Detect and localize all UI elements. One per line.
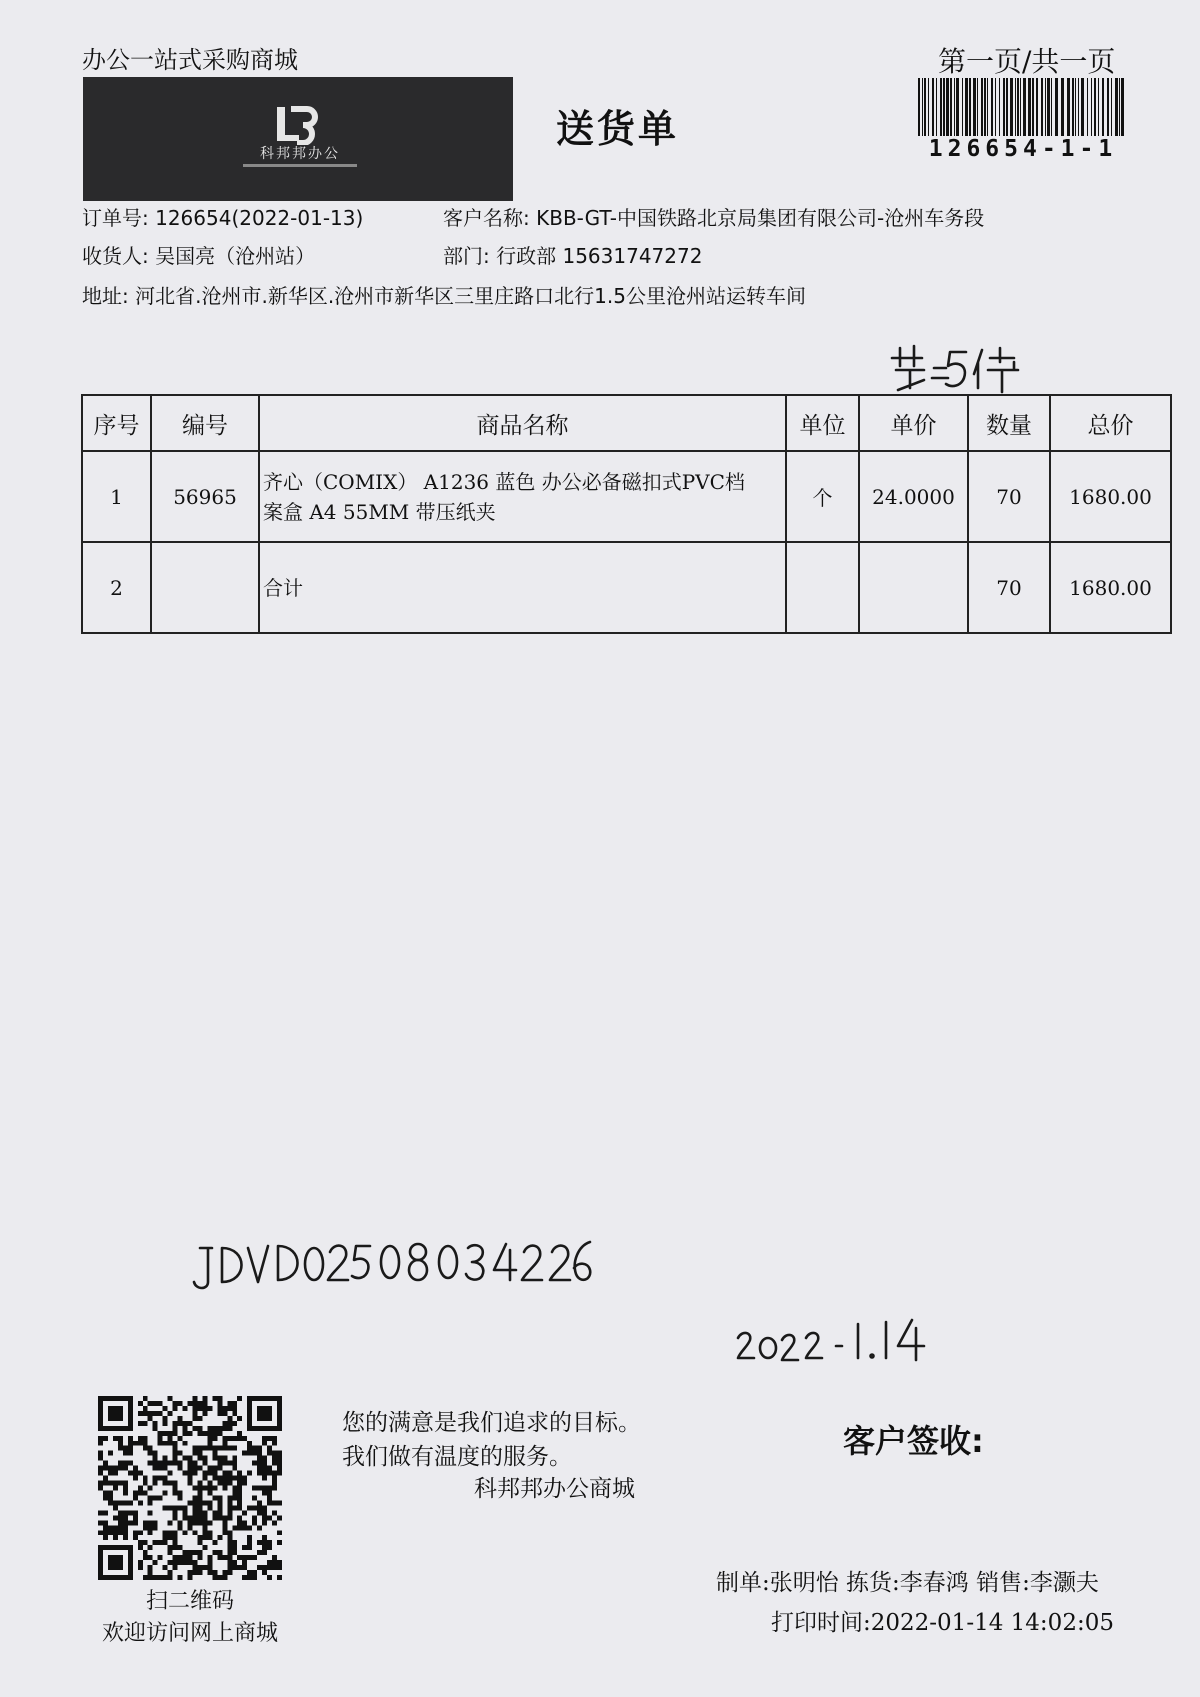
- department: [443, 240, 702, 269]
- cell-seq: 1: [82, 451, 151, 542]
- print-time: 打印时间:2022-01-14 14:02:05: [771, 1610, 1114, 1636]
- header-unit-price: 单价: [859, 395, 968, 451]
- product-name-line2: 案盒 A4 55MM 带压纸夹: [263, 499, 496, 524]
- company-name: 办公一站式采购商城: [82, 46, 298, 74]
- address: [82, 280, 806, 309]
- table-row: [82, 451, 1171, 542]
- cell-quantity: 70: [968, 542, 1050, 633]
- dept-label: 部门:: [443, 244, 490, 268]
- header-unit: 单位: [786, 395, 859, 451]
- header-code: 编号: [151, 395, 259, 451]
- cell-total: 1680.00: [1050, 451, 1171, 542]
- qr-caption: 扫二维码: [145, 1589, 234, 1614]
- dept-value: 行政部 15631747272: [496, 244, 703, 268]
- product-name-line1: 齐心（COMIX） A1236 蓝色 办公必备磁扣式PVC档: [263, 469, 745, 494]
- cell-unit: 个: [786, 451, 859, 542]
- header-total: 总价: [1050, 395, 1171, 451]
- slogan-line: 您的满意是我们追求的目标。: [342, 1410, 641, 1436]
- address-label: 地址:: [82, 284, 129, 308]
- logo-text: 科邦邦办公: [260, 146, 340, 162]
- order-number: [82, 202, 363, 231]
- qr-code-icon: [98, 1396, 282, 1580]
- table-row: [82, 542, 1171, 633]
- product-name-line1: 合计: [263, 575, 303, 600]
- customer-label: 客户名称:: [443, 206, 530, 230]
- company-logo: [83, 77, 513, 201]
- receiver: [82, 240, 315, 269]
- slogan-signature: 科邦邦办公商城: [474, 1476, 635, 1502]
- cell-unit-price: [859, 542, 968, 633]
- page-indicator: 第一页/共一页: [938, 45, 1116, 78]
- header-product-name: 商品名称: [259, 395, 786, 451]
- cell-unit: [786, 542, 859, 633]
- barcode-icon: [916, 78, 1130, 136]
- cell-product-name: [259, 451, 786, 542]
- logo-tagline: [233, 163, 367, 170]
- order-value: 126654(2022-01-13): [155, 206, 364, 230]
- table-header-row: [82, 395, 1171, 451]
- cell-product-name: [259, 542, 786, 633]
- handwritten-quantity-note: [886, 340, 1046, 396]
- document-title: 送货单: [556, 106, 680, 151]
- cell-code: [151, 542, 259, 633]
- header-seq: 序号: [82, 395, 151, 451]
- customer-name: [443, 202, 984, 231]
- staff-info: 制单:张明怡 拣货:李春鸿 销售:李灏夫: [716, 1570, 1099, 1596]
- logo-mark-icon: [273, 105, 325, 145]
- cell-quantity: 70: [968, 451, 1050, 542]
- cell-unit-price: 24.0000: [859, 451, 968, 542]
- items-table: [81, 394, 1172, 634]
- receiver-label: 收货人:: [82, 244, 149, 268]
- logo-tagline-strip-icon: [233, 163, 367, 168]
- customer-value: KBB-GT-中国铁路北京局集团有限公司-沧州车务段: [536, 206, 985, 230]
- handwritten-tracking-number: [186, 1228, 606, 1298]
- order-label: 订单号:: [82, 206, 149, 230]
- cell-seq: 2: [82, 542, 151, 633]
- header-quantity: 数量: [968, 395, 1050, 451]
- barcode-number: 126654-1-1: [928, 136, 1118, 162]
- address-value: 河北省.沧州市.新华区.沧州市新华区三里庄路口北行1.5公里沧州站运转车间: [135, 284, 806, 308]
- receiver-value: 吴国亮（沧州站）: [155, 244, 316, 268]
- customer-signature-label: 客户签收:: [843, 1422, 984, 1460]
- cell-total: 1680.00: [1050, 542, 1171, 633]
- slogan-line: 我们做有温度的服务。: [342, 1444, 572, 1470]
- qr-caption-welcome: 欢迎访问网上商城: [101, 1621, 278, 1646]
- handwritten-date: [732, 1316, 932, 1366]
- cell-code: 56965: [151, 451, 259, 542]
